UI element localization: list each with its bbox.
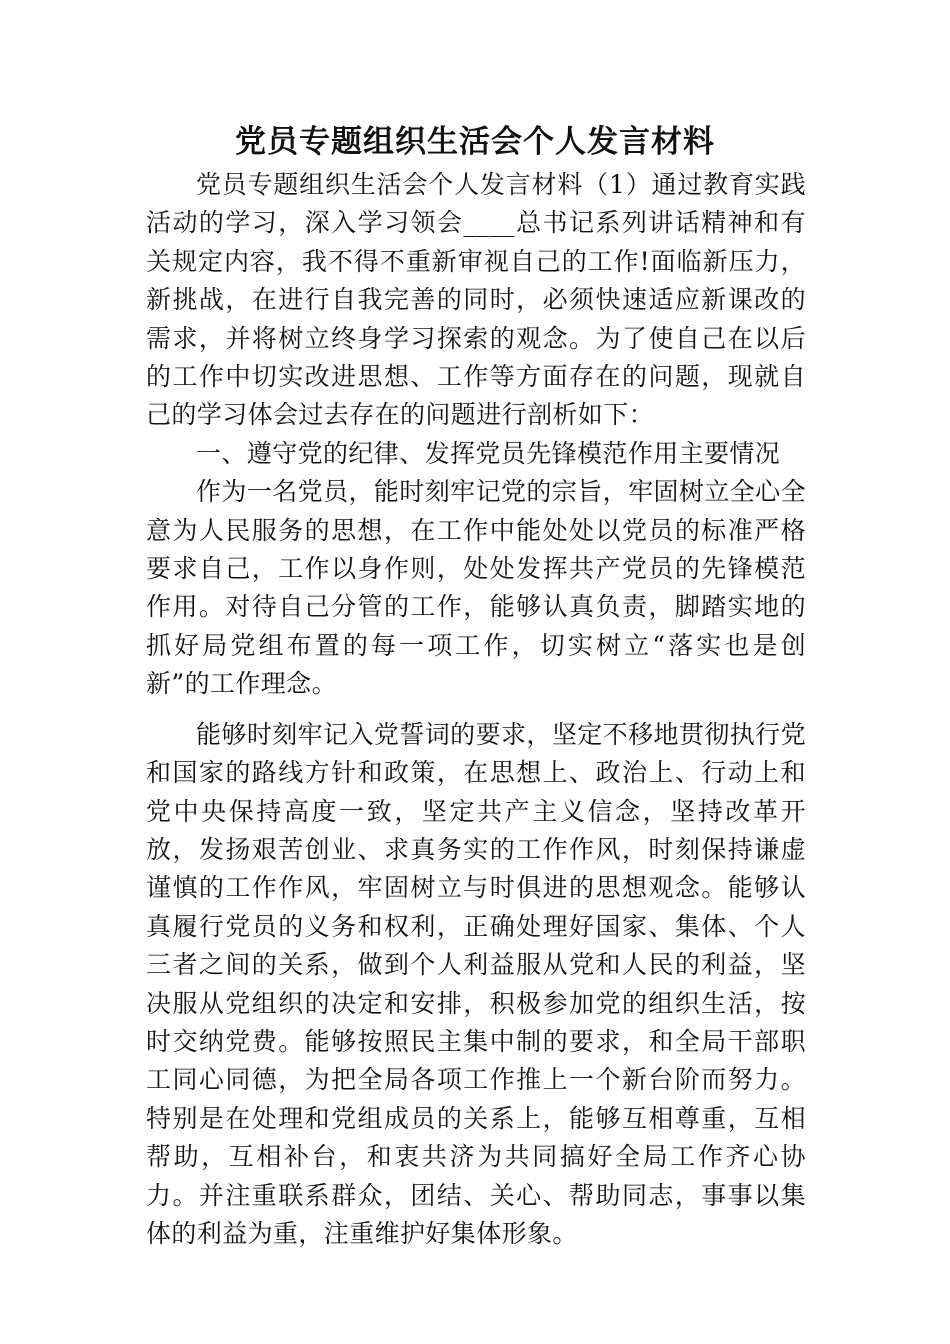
paragraph-party-duty: 作为一名党员，能时刻牢记党的宗旨，牢固树立全心全意为人民服务的思想，在工作中能处处以党员的标准严格要求自己，工作以身作则，处处发挥共产党员的先锋模范作用。对待自己分管的工作，能够认真负责，脚踏实地的抓好局党组布置的每一项工作，切实树立“落实也是创新”的工作理念。: [146, 477, 806, 699]
paragraph-party-oath: 能够时刻牢记入党誓词的要求，坚定不移地贯彻执行党和国家的路线方针和政策，在思想上、政治上、行动上和党中央保持高度一致，坚定共产主义信念，坚持改革开放，发扬艰苦创业、求真务实的工作作风，时刻保持谦虚谨慎的工作作风，牢固树立与时俱进的思想观念。能够认真履行党员的义务和权利，正确处理好国家、集体、个人三者之间的关系，做到个人利益服从党和人民的利益，坚决服从党组织的决定和安排，积极参加党的组织生活，按时交纳党费。能够按照民主集中制的要求，和全局干部职工同心同德，为把全局各项工作推上一个新台阶而努力。特别是在处理和党组成员的关系上，能够互相尊重，互相帮助，互相补台，和衷共济为共同搞好全局工作齐心协力。并注重联系群众，团结、关心、帮助同志，事事以集体的利益为重，注重维护好集体形象。: [146, 719, 806, 1248]
document-title: 党员专题组织生活会个人发言材料: [235, 124, 715, 160]
section-heading: 一、遵守党的纪律、发挥党员先锋模范作用主要情况: [196, 438, 781, 468]
document-body: [146, 166, 806, 1253]
paragraph-intro: 党员专题组织生活会个人发言材料（1）通过教育实践活动的学习，深入学习领会____总书记系列讲话精神和有关规定内容，我不得不重新审视自己的工作!面临新压力，新挑战，在进行自我完善的同时，必须快速适应新课改的需求，并将树立终身学习探索的观念。为了使自己在以后的工作中切实改进思想、工作等方面存在的问题，现就自己的学习体会过去存在的问题进行剖析如下：: [146, 170, 806, 430]
